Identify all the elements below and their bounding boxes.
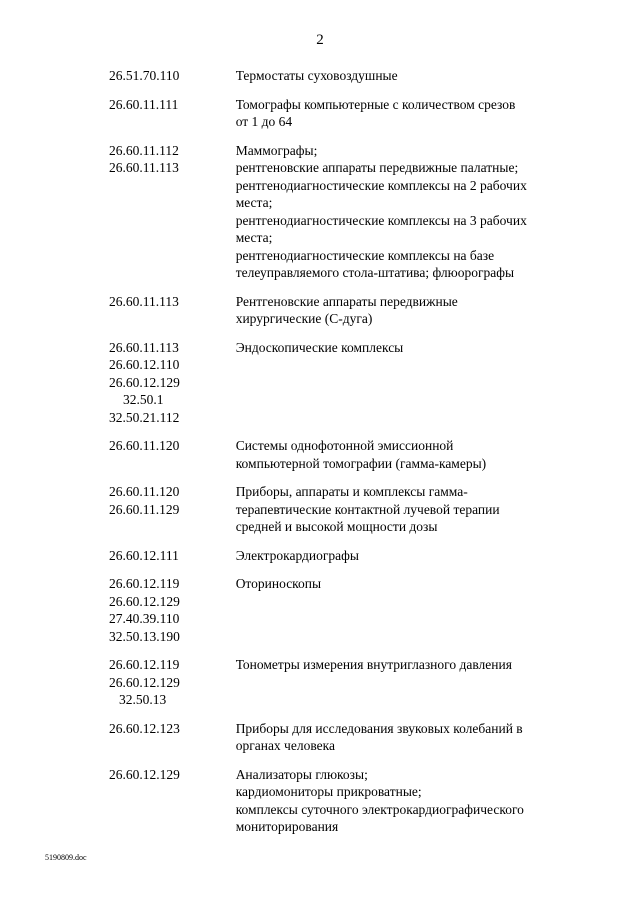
classification-table-body bbox=[109, 67, 579, 847]
table-row bbox=[109, 437, 579, 483]
table-row bbox=[109, 142, 579, 293]
okpd-code: 32.50.13 bbox=[119, 692, 167, 707]
table-row bbox=[109, 293, 579, 339]
table-row bbox=[109, 656, 579, 720]
description-cell bbox=[236, 293, 579, 339]
description-cell bbox=[236, 766, 579, 847]
description-line: комплексы суточного электрокардиографического bbox=[235, 801, 524, 817]
okpd-code: 26.60.12.129 bbox=[109, 593, 180, 609]
description-line: места; bbox=[235, 195, 273, 210]
table-row bbox=[109, 339, 579, 438]
code-cell bbox=[109, 547, 236, 576]
code-cell bbox=[109, 96, 236, 142]
okpd-code: 26.60.11.129 bbox=[109, 501, 180, 517]
description-line: телеуправляемого стола-штатива; флюорографы bbox=[235, 265, 515, 280]
description-cell bbox=[236, 656, 579, 720]
okpd-code: 32.50.21.112 bbox=[109, 409, 180, 425]
table-row bbox=[109, 766, 579, 847]
description-line: органах человека bbox=[235, 738, 335, 753]
okpd-code: 26.60.12.111 bbox=[109, 547, 179, 563]
description-line: Термостаты суховоздушные bbox=[235, 68, 398, 83]
description-line: рентгеновские аппараты передвижные палатные; bbox=[235, 160, 519, 175]
okpd-code: 26.60.11.113 bbox=[109, 293, 179, 309]
description-cell bbox=[236, 483, 579, 547]
okpd-code: 26.60.11.120 bbox=[109, 438, 180, 453]
description-cell bbox=[236, 720, 579, 766]
description-line: рентгенодиагностические комплексы на базе bbox=[235, 247, 495, 263]
description-line: компьютерной томографии (гамма-камеры) bbox=[235, 455, 487, 471]
description-line: хирургические (С-дуга) bbox=[235, 311, 373, 326]
table-row bbox=[109, 96, 579, 142]
description-line: Приборы, аппараты и комплексы гамма- bbox=[235, 484, 468, 499]
okpd-code: 26.51.70.110 bbox=[109, 68, 180, 83]
code-cell bbox=[109, 293, 236, 339]
okpd-code: 26.60.12.119 bbox=[109, 576, 180, 591]
description-line: места; bbox=[235, 230, 273, 245]
okpd-code: 32.50.1 bbox=[123, 392, 164, 407]
code-cell bbox=[109, 483, 236, 547]
code-cell bbox=[109, 142, 236, 293]
table-row bbox=[109, 483, 579, 547]
description-line: Электрокардиографы bbox=[235, 547, 359, 563]
okpd-code: 32.50.13.190 bbox=[109, 628, 180, 644]
description-line: рентгенодиагностические комплексы на 2 рабочих bbox=[235, 177, 527, 193]
description-line: от 1 до 64 bbox=[235, 114, 293, 129]
table-row bbox=[109, 575, 579, 656]
okpd-code: 26.60.12.119 bbox=[109, 657, 180, 672]
okpd-code: 26.60.12.129 bbox=[109, 374, 180, 390]
okpd-code: 26.60.12.110 bbox=[109, 357, 180, 372]
description-cell bbox=[236, 339, 579, 438]
description-cell bbox=[236, 96, 579, 142]
table-row bbox=[109, 67, 579, 96]
description-line: Оториноскопы bbox=[235, 576, 322, 591]
description-line: рентгенодиагностические комплексы на 3 рабочих bbox=[235, 212, 527, 228]
footer-filename: 5190809.doc bbox=[45, 853, 87, 862]
okpd-code: 26.60.11.113 bbox=[109, 160, 179, 175]
code-cell bbox=[109, 720, 236, 766]
okpd-code: 26.60.11.113 bbox=[109, 339, 179, 355]
description-cell bbox=[236, 575, 579, 656]
description-cell bbox=[236, 67, 579, 96]
okpd-code: 26.60.12.129 bbox=[109, 674, 180, 690]
code-cell bbox=[109, 656, 236, 720]
description-line: кардиомониторы прикроватные; bbox=[235, 784, 422, 799]
code-cell bbox=[109, 575, 236, 656]
okpd-code: 26.60.11.120 bbox=[109, 484, 180, 499]
description-line: Анализаторы глюкозы; bbox=[235, 766, 368, 782]
description-line: Рентгеновские аппараты передвижные bbox=[235, 293, 458, 309]
description-line: средней и высокой мощности дозы bbox=[235, 519, 438, 534]
okpd-code: 27.40.39.110 bbox=[109, 611, 180, 626]
code-cell bbox=[109, 766, 236, 847]
code-cell bbox=[109, 437, 236, 483]
code-cell bbox=[109, 339, 236, 438]
description-line: Приборы для исследования звуковых колебаний в bbox=[235, 720, 523, 736]
description-line: Томографы компьютерные с количеством срезов bbox=[235, 96, 516, 112]
okpd-code: 26.60.12.129 bbox=[109, 766, 180, 782]
description-cell bbox=[236, 437, 579, 483]
description-line: Маммографы; bbox=[235, 142, 318, 158]
description-line: Эндоскопические комплексы bbox=[235, 339, 404, 355]
description-line: терапевтические контактной лучевой терапии bbox=[235, 501, 500, 517]
okpd-code: 26.60.12.123 bbox=[109, 720, 180, 736]
okpd-code: 26.60.11.112 bbox=[109, 142, 179, 158]
table-row bbox=[109, 720, 579, 766]
page-number: 2 bbox=[316, 32, 324, 48]
classification-table bbox=[109, 67, 579, 847]
description-cell bbox=[236, 142, 579, 293]
okpd-code: 26.60.11.111 bbox=[109, 96, 179, 112]
table-row bbox=[109, 547, 579, 576]
description-line: мониторирования bbox=[235, 819, 339, 834]
description-line: Системы однофотонной эмиссионной bbox=[235, 438, 454, 453]
code-cell bbox=[109, 67, 236, 96]
description-cell bbox=[236, 547, 579, 576]
description-line: Тонометры измерения внутриглазного давления bbox=[235, 657, 512, 672]
